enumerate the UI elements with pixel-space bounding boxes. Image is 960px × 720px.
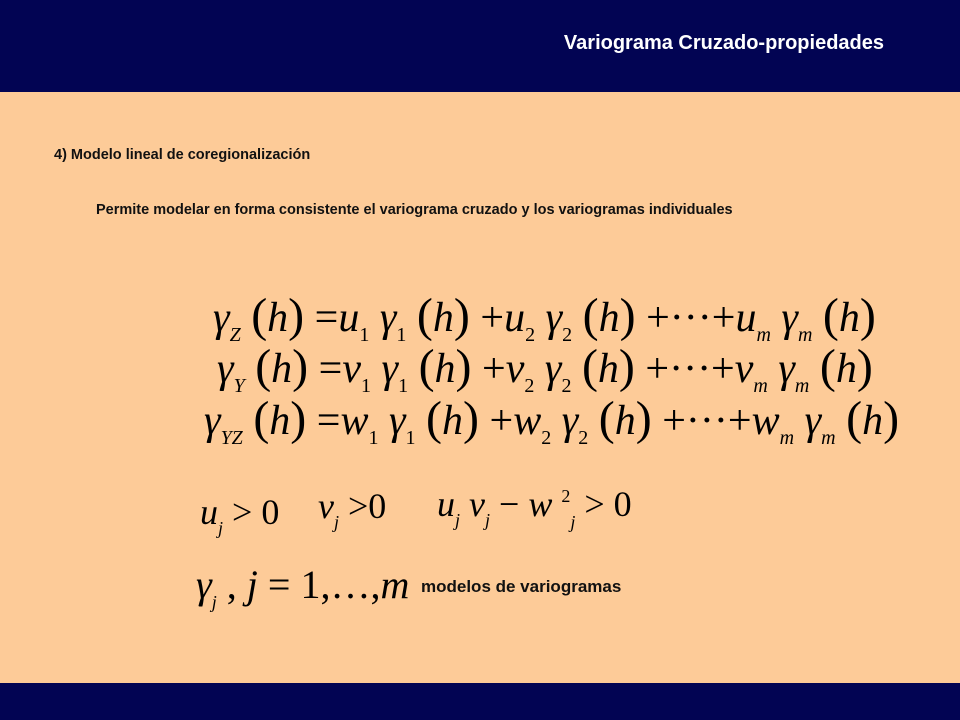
equation-gamma-y (217, 340, 873, 402)
svg-text:γj , j = 1,…,: $\gamma_j$ , j = 1,…,m (196, 562, 410, 612)
svg-text:uj vj − w: $u_j$ $v_j$ − w $^2$ j > 0 (437, 484, 632, 532)
svg-text:γYZ (h) =w1: $\gamma_{YZ}$ (h) $=w_1$ $\gamma_1$ (h) $+w_2$ $\gamma_2$ (h) $+\cdot\cdot\cdot+w_m$ $\gamma_m$ (h) (204, 392, 900, 449)
condition-u (200, 492, 279, 542)
condition-v (318, 486, 386, 536)
svg-text:γZ (h) =u1: $\gamma_Z$ (h) $=u_1$ $\gamma_1$ (h) $+u_2$ $\gamma_2$ (h) $+\cdot\cdot\cdot+u_m$ $\gamma_m$ (h) (213, 289, 876, 346)
equation-gamma-yz (204, 392, 899, 454)
condition-uvw (437, 470, 632, 536)
header-bar (0, 0, 960, 92)
slide-title: Variograma Cruzado-propiedades (563, 32, 884, 54)
equation-gamma-z (213, 289, 876, 351)
section-heading: 4) Modelo lineal de coregionalización (54, 147, 311, 163)
gamma-definition (196, 562, 409, 617)
variogram-models-label: modelos de variogramas (421, 577, 622, 596)
description-text: Permite modelar en forma consistente el variograma cruzado y los variogramas individuales (96, 202, 733, 218)
svg-text:γY (h) =v1: $\gamma_Y$ (h) $=v_1$ $\gamma_1$ (h) $+v_2$ $\gamma_2$ (h) $+\cdot\cdot\cdot+v_m$ $\gamma_m$ (h) (217, 340, 873, 397)
footer-bar (0, 683, 960, 720)
svg-text:vj >0: $v_j$ >0 (318, 486, 387, 532)
svg-text:uj > 0: $u_j$ > 0 (200, 492, 280, 538)
